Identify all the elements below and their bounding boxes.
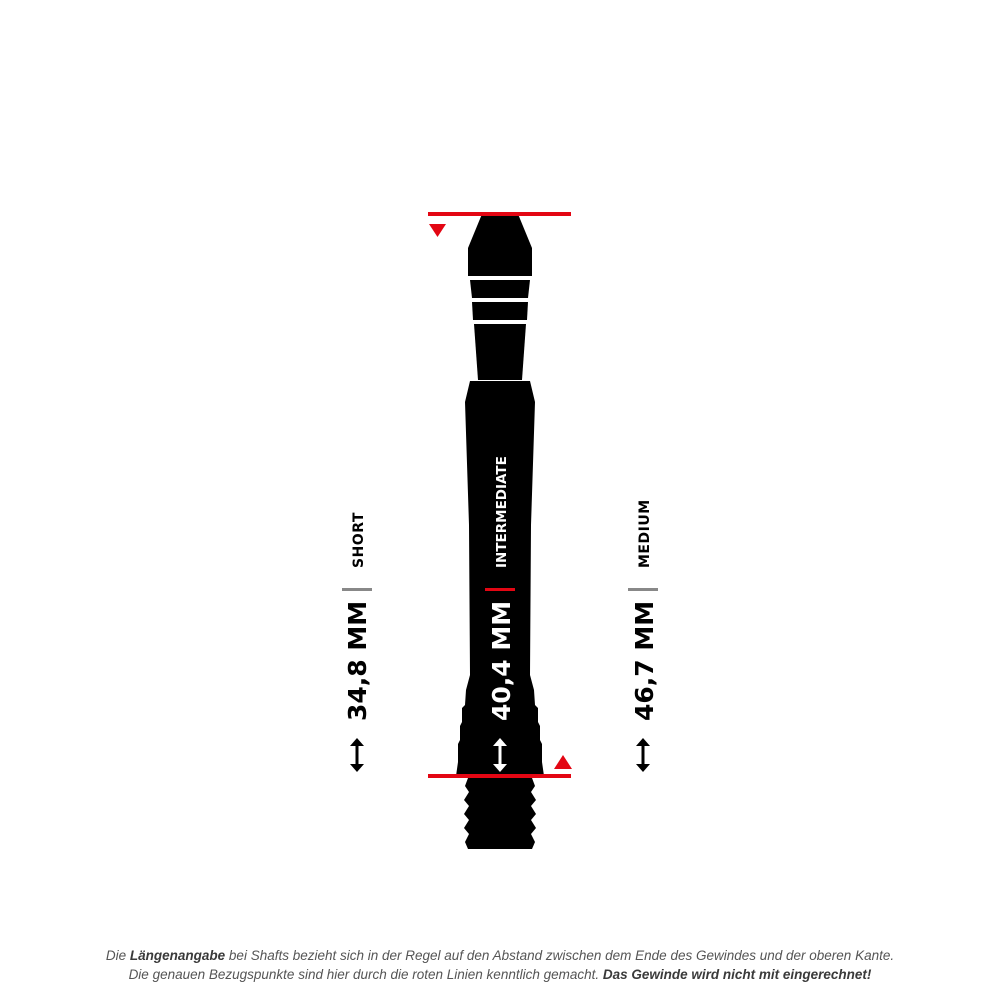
double-arrow-vertical-icon <box>636 738 650 772</box>
measurement-short <box>342 512 372 772</box>
caption-line-2-bold: Das Gewinde wird nicht mit eingerechnet! <box>602 967 872 982</box>
caption-line-2-pre: Die genauen Bezugspunkte sind hier durch die roten Linien kenntlich gemacht. <box>128 967 603 982</box>
double-arrow-vertical-icon <box>350 738 364 772</box>
caption-line-1-bold: Längenangabe <box>129 948 226 963</box>
measurement-value-medium: 46,7 MM <box>630 600 659 721</box>
divider-medium <box>628 588 658 591</box>
caption-line-1-post: bei Shafts bezieht sich in der Regel auf den Abstand zwischen dem Ende des Gewindes und der oberen Kante. <box>225 948 895 963</box>
measurement-name-short: SHORT <box>351 512 367 568</box>
red-triangle-up-icon <box>554 755 572 769</box>
shaft-ring-2 <box>472 302 528 320</box>
caption <box>0 946 1000 984</box>
measurement-medium <box>628 499 659 772</box>
shaft-ring-1 <box>470 280 530 298</box>
bottom-reference-line <box>428 774 571 778</box>
shaft-top-segment <box>468 214 532 276</box>
caption-line-1 <box>0 946 1000 965</box>
red-triangle-down-icon <box>429 224 446 237</box>
measurement-value-intermediate: 40,4 MM <box>487 600 516 721</box>
top-reference-line <box>428 212 571 216</box>
divider-intermediate <box>485 588 515 591</box>
caption-line-2 <box>0 965 1000 984</box>
caption-line-1-pre: Die <box>105 948 130 963</box>
shaft-neck <box>474 324 526 380</box>
measurement-value-short: 34,8 MM <box>343 600 372 721</box>
shaft-thread <box>464 778 536 849</box>
divider-short <box>342 588 372 591</box>
measurement-name-intermediate: INTERMEDIATE <box>494 456 510 568</box>
measurement-name-medium: MEDIUM <box>637 499 653 568</box>
